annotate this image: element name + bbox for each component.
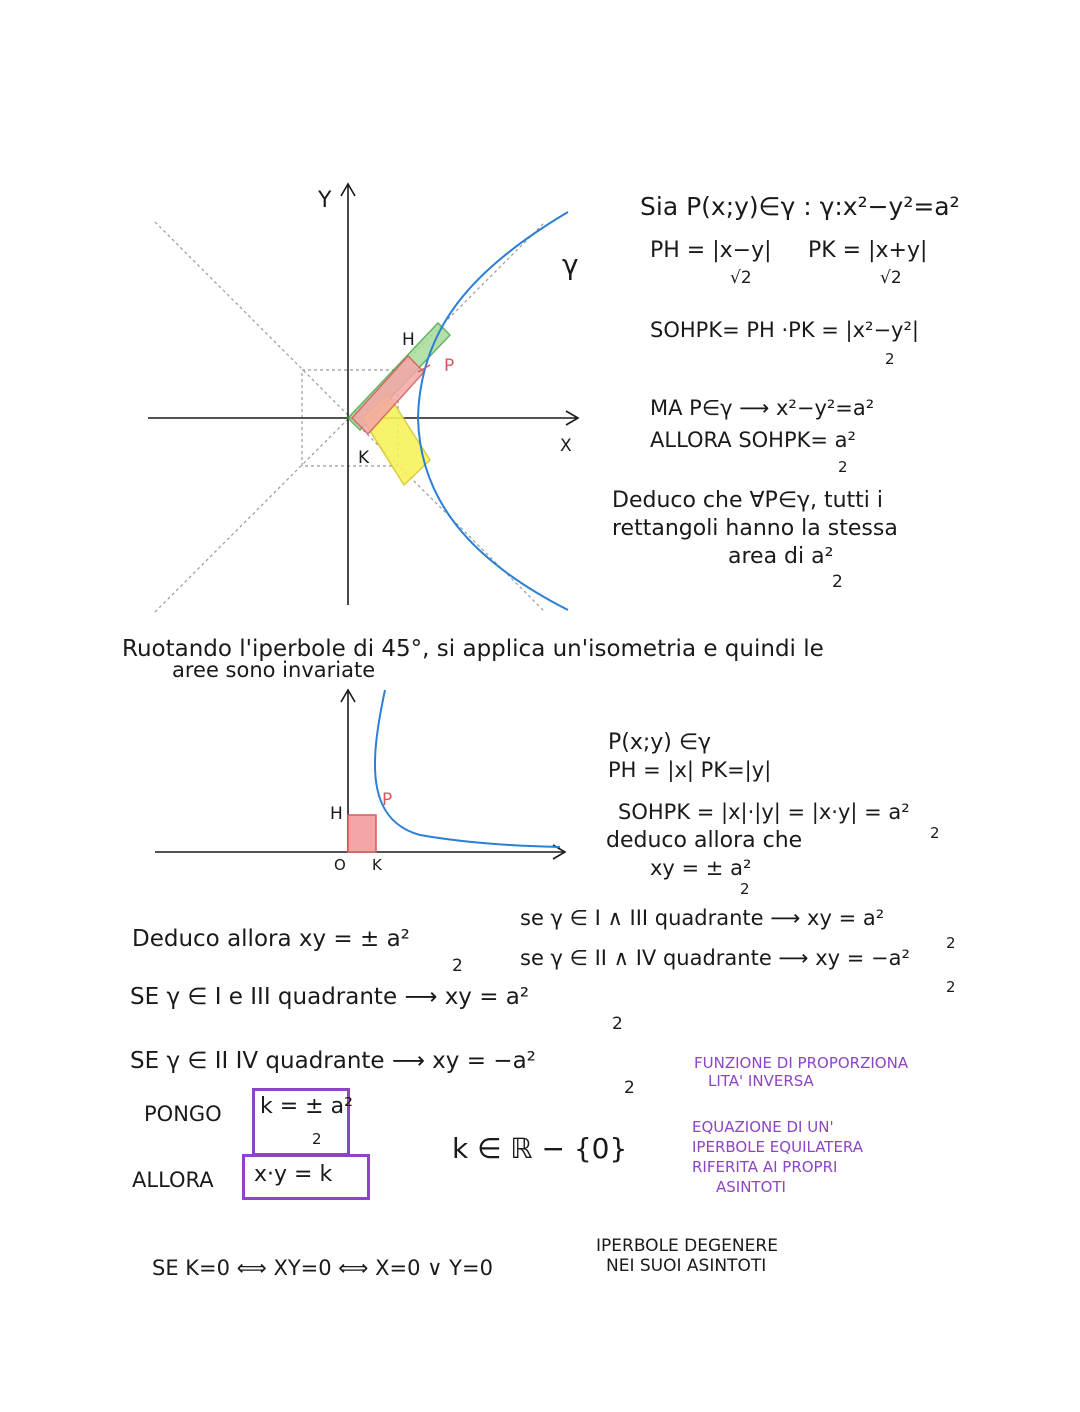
allora-label: ALLORA <box>132 1168 214 1192</box>
funzione-note-2: LITA' INVERSA <box>708 1072 814 1090</box>
allora-line: ALLORA SOHPK= a² <box>650 428 856 452</box>
point-p-label: P <box>444 356 455 376</box>
allora-box-text: x·y = k <box>254 1162 333 1187</box>
se-i-iii-den: 2 <box>612 1014 623 1034</box>
x-axis-label: X <box>560 436 572 456</box>
funzione-note-1: FUNZIONE DI PROPORZIONA <box>694 1054 909 1072</box>
second-line5-den: 2 <box>740 880 750 898</box>
k-set: k ∈ ℝ − {0} <box>452 1132 628 1165</box>
pongo-label: PONGO <box>144 1102 222 1126</box>
second-line4: deduco allora che <box>606 828 803 853</box>
rotation-line1: Ruotando l'iperbole di 45°, si applica un'isometria e quindi le <box>122 636 824 662</box>
curve-label: γ <box>562 248 579 281</box>
se-ii-iv-den: 2 <box>624 1078 635 1098</box>
point-h-label: H <box>402 330 415 350</box>
pk-denominator: √2 <box>880 268 902 288</box>
degenere-line: SE K=0 ⟺ XY=0 ⟺ X=0 ∨ Y=0 <box>152 1256 493 1280</box>
second-point-p: P <box>382 790 393 810</box>
second-hyperbola <box>375 690 560 847</box>
deduco-line1: Deduco che ∀P∈γ, tutti i <box>612 488 884 513</box>
y-axis-label: Y <box>318 188 332 213</box>
quadrant-2-4: se γ ∈ II ∧ IV quadrante ⟶ xy = −a² <box>520 946 910 970</box>
allora-denominator: 2 <box>838 458 848 476</box>
equazione-note-1: EQUAZIONE DI UN' <box>692 1118 834 1136</box>
quadrant-1-3: se γ ∈ I ∧ III quadrante ⟶ xy = a² <box>520 906 885 930</box>
pk-formula: PK = |x+y| <box>808 238 928 263</box>
area-formula: SOHPK= PH ·PK = |x²−y²| <box>650 318 919 342</box>
equazione-note-3: RIFERITA AI PROPRI <box>692 1158 838 1176</box>
se-i-iii: SE γ ∈ I e III quadrante ⟶ xy = a² <box>130 984 530 1010</box>
deduco-line2: rettangoli hanno la stessa <box>612 516 898 541</box>
second-red-square <box>348 815 376 852</box>
quadrant-2-4-den: 2 <box>946 978 956 996</box>
second-point-k: K <box>372 856 382 874</box>
point-k-label: K <box>358 448 370 468</box>
second-line1: P(x;y) ∈γ <box>608 730 712 755</box>
pongo-box-text: k = ± a² <box>260 1094 353 1119</box>
second-point-o: O <box>334 856 346 874</box>
second-line3: SOHPK = |x|·|y| = |x·y| = a² <box>618 800 910 824</box>
ph-denominator: √2 <box>730 268 752 288</box>
deduco-allora: Deduco allora xy = ± a² <box>132 926 410 952</box>
pongo-box-den: 2 <box>312 1130 322 1148</box>
ma-line: MA P∈γ ⟶ x²−y²=a² <box>650 396 875 420</box>
ph-formula: PH = |x−y| <box>650 238 772 263</box>
degenere-note-2: NEI SUOI ASINTOTI <box>606 1256 767 1276</box>
deduco-denominator: 2 <box>832 572 843 592</box>
quadrant-1-3-den: 2 <box>946 934 956 952</box>
second-line3-den: 2 <box>930 824 940 842</box>
degenere-note-1: IPERBOLE DEGENERE <box>596 1236 778 1256</box>
rotation-line2: aree sono invariate <box>172 658 376 682</box>
area-denominator: 2 <box>885 350 895 368</box>
top-right-line1: Sia P(x;y)∈γ : γ:x²−y²=a² <box>640 192 960 221</box>
second-line5: xy = ± a² <box>650 856 752 880</box>
deduco-allora-den: 2 <box>452 956 463 976</box>
second-point-h: H <box>330 804 343 824</box>
se-ii-iv: SE γ ∈ II IV quadrante ⟶ xy = −a² <box>130 1048 536 1074</box>
equazione-note-4: ASINTOTI <box>716 1178 786 1196</box>
second-line2: PH = |x| PK=|y| <box>608 758 772 782</box>
equazione-note-2: IPERBOLE EQUILATERA <box>692 1138 864 1156</box>
deduco-line3: area di a² <box>728 544 834 569</box>
